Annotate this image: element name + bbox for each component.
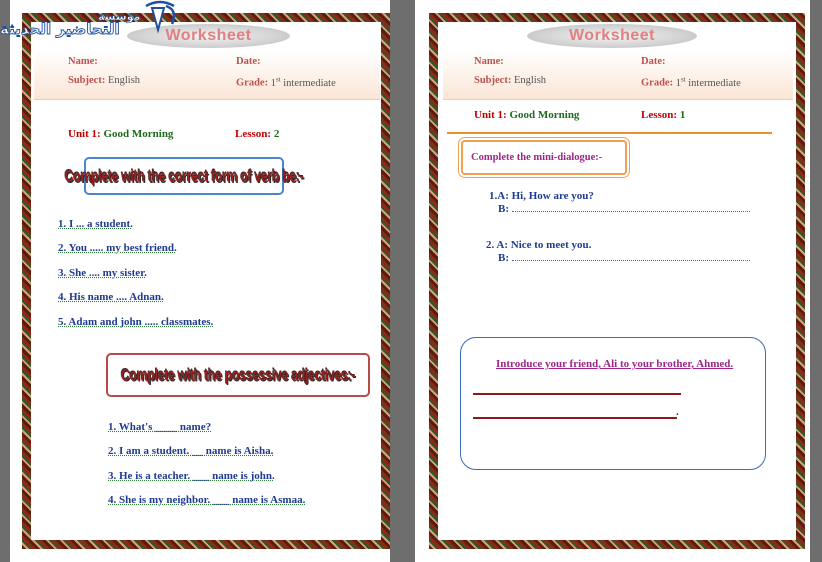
subject-value: English [107,75,141,86]
dialogue-heading: Complete the mini-dialogue:- [471,152,603,163]
dialogue-1-line-b [498,203,750,215]
subject-label: Subject: [474,75,512,86]
unit-label: Unit 1: [474,109,507,121]
name-field [474,56,504,67]
task2-item: 2. I am a student. __ name is Aisha. [108,445,274,457]
date-field [641,56,666,67]
grade-number: 1 [675,77,681,89]
dialogue-1-answer-blank [512,204,750,212]
task2-item: 4. She is my neighbor. ___ name is Asmaa. [108,494,306,506]
task1-heading: Complete with the correct form of verb be:- [64,166,304,186]
grade-label: Grade: [236,77,269,89]
subject-field [68,75,140,86]
dialogue-2-line-b [498,252,750,264]
unit-line [474,109,579,121]
introduce-task-prompt: Introduce your friend, Ali to your brother, Ahmed. [496,358,734,370]
name-field [68,56,98,67]
task1-heading-box [64,157,304,195]
dialogue-1-speaker-b: B: [498,203,509,215]
task1-item: 1. I ... a student. [58,218,133,230]
grade-level: intermediate [688,77,741,89]
subject-field [474,75,546,86]
date-label: Date: [641,56,666,67]
task2-heading: Complete with the possessive adjectives:- [120,365,356,385]
grade-suffix: st [275,75,281,83]
worksheet-title: Worksheet [127,24,290,48]
lesson-label: Lesson: [235,128,272,140]
subject-label: Subject: [68,75,106,86]
dialogue-heading-box [461,140,627,175]
date-label: Date: [236,56,261,67]
worksheet-page-lesson-2 [10,0,390,562]
task1-item: 5. Adam and john ..... classmates. [58,316,214,328]
task2-heading-box [106,353,370,397]
task1-item: 2. You ..... my best friend. [58,242,177,254]
subject-value: English [513,75,547,86]
answer-line-period: . [676,406,679,418]
logo-main-text: التحاضير الحديثة [0,20,120,38]
unit-value: Good Morning [509,109,580,121]
student-info-band [34,50,380,100]
unit-label: Unit 1: [68,128,101,140]
section-divider [447,132,772,134]
task2-item: 3. He is a teacher. ___ name is john. [108,470,275,482]
dialogue-2-answer-blank [512,253,750,261]
logo-top-text: مؤسسة [98,10,141,23]
dialogue-1-line-a: 1.A: Hi, How are you? [489,190,594,202]
task1-item: 4. His name .... Adnan. [58,291,164,303]
grade-field [641,75,741,89]
grade-label: Grade: [641,77,674,89]
lesson-value: 2 [273,128,280,140]
date-field [236,56,261,67]
lesson-line [235,128,279,140]
student-info-band [443,50,793,100]
answer-line-1 [473,393,681,395]
name-label: Name: [474,56,504,67]
unit-value: Good Morning [103,128,174,140]
worksheet-title: Worksheet [527,24,697,48]
dialogue-2-line-a: 2. A: Nice to meet you. [486,239,592,251]
grade-suffix: st [680,75,686,83]
worksheet-page-lesson-1 [415,0,810,562]
answer-line-2 [473,417,677,419]
lesson-line [641,109,685,121]
name-label: Name: [68,56,98,67]
task2-item: 1. What's ____ name? [108,421,212,433]
dialogue-2-speaker-b: B: [498,252,509,264]
introduce-task-box [460,337,766,470]
lesson-value: 1 [679,109,686,121]
task1-item: 3. She .... my sister. [58,267,147,279]
unit-line [68,128,173,140]
grade-field [236,75,336,89]
lesson-label: Lesson: [641,109,678,121]
grade-number: 1 [270,77,276,89]
grade-level: intermediate [283,77,336,89]
